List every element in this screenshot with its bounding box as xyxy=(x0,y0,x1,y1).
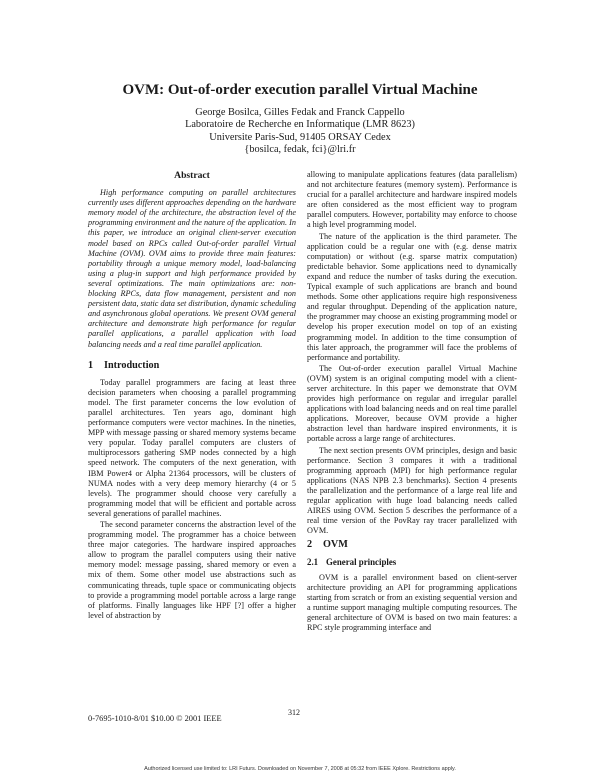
paper-title: OVM: Out-of-order execution parallel Virtual Machine xyxy=(122,82,478,98)
section-number: 2 xyxy=(307,539,313,551)
address: Universite Paris-Sud, 91405 ORSAY Cedex xyxy=(209,131,391,143)
section-heading-introduction xyxy=(88,361,296,371)
authorized-use-notice: Authorized licensed use limited to: LRI Futurs. Downloaded on November 7, 2008 at 05:32 from IEEE Xplore. Restrictions apply. xyxy=(144,766,456,772)
paragraph: allowing to manipulate applications features (data parallelism) and not architecture features (memory system). Performance is crucial for a parallel architecture and hardware inspired models are often considered as the most efficient way to program parallel computers. However, portability may enforce to choose a high level programming model. xyxy=(307,170,517,230)
subsection-title: General principles xyxy=(326,557,397,568)
emails: {bosilca, fedak, fci}@lri.fr xyxy=(244,144,356,156)
left-column xyxy=(88,170,296,622)
author-names: George Bosilca, Gilles Fedak and Franck Cappello xyxy=(195,107,405,118)
paragraph: OVM is a parallel environment based on client-server architecture providing an API for programming applications starting from scratch or from an existing sequential version and a runtime support managing multiple computing resources. The general architecture of OVM is based on two main features: a RPC style programming interface and xyxy=(307,572,517,633)
abstract-heading: Abstract xyxy=(174,170,210,181)
author-block xyxy=(0,107,600,157)
paragraph: The next section presents OVM principles, design and basic performance. Section 3 compares it with a traditional programming approach (MPI) for high performance regular applications (NAS NPB 2.3 benchmarks). Section 4 presents the parallelization and the performance of a large real life and regular application with huge load balancing needs called AIRES using OVM. Section 5 describes the performance of a real time version of the PovRay ray tracer parallelized with OVM. xyxy=(307,445,517,536)
subsection-number: 2.1 xyxy=(307,557,319,568)
paragraph: The Out-of-order execution parallel Virtual Machine (OVM) system is an original computing model with a client-server architecture. In this paper we demonstrate that OVM provides high performance on regular and irregular parallel applications with load balancing needs and on real time parallel applications. Moreover, because OVM provide a higher abstraction level than hardware inspired environments, it is portable across a large range of architectures. xyxy=(307,363,517,444)
subsection-heading xyxy=(307,557,517,567)
paragraph: The second parameter concerns the abstraction level of the programming model. The programmer has a choice between three major categories. The hardware inspired approaches allow to program the parallel computers using their native memory model: message passing, shared memory or even a mix of them. Some other model use abstractions such as communicating threads, tuple space or communicating objects to provide a programming model portable across a large range of platforms. Finally languages like HPF [?] offer a higher level of abstraction by xyxy=(88,520,296,620)
abstract-text: High performance computing on parallel architectures currently uses different approaches depending on the hardware memory model of the architecture, the abstraction level of the programming environment and the nature of the application. In this paper, we introduce an original client-server execution model based on RPCs called Out-of-order parallel Virtual Machine (OVM). OVM aims to provide three main features: portability through a unique memory model, load-balancing using a plug-in support and high performance provided by several optimizations. The main optimizations are: non-blocking RPCs, data flow management, persistent and non persistent data, static data set distribution, dynamic scheduling and asynchronous global operations. We present OVM general architecture and demonstrate high performance for regular parallel applications, a parallel application with load balancing needs and a real time parallel application. xyxy=(88,188,296,349)
section-number: 1 xyxy=(88,359,94,371)
page-footer xyxy=(88,708,518,723)
paragraph: Today parallel programmers are facing at least three decision parameters when choosing a parallel programming model. The first parameter concerns the low evolution of parallel architectures. Ten years ago, dominant high performance computers were vector machines. In the nineties, MPP with message passing or shared memory systems became very popular. Today parallel computers are clusters of multiprocessors gathering SMP nodes connected by a high speed network. The computers of the next generation, with IBM Power4 or Alpha 21364 processors, will be clusters of NUMA nodes with a very deep memory hierarchy (4 or 5 levels). The programmer should choose very carefully a programming model that will be efficient and portable across several generations of parallel machines. xyxy=(88,377,296,518)
section-title: OVM xyxy=(323,539,348,551)
paragraph: The nature of the application is the third parameter. The application could be a regular one with (e.g. dense matrix computation) or without (e.g. sparse matrix computation) predictable behavior. Some applications need to dynamically expand and reduce the number of tasks during the execution. Typical example of such applications are branch and bound methods. Some other applications require high responsiveness and regular throughput. Depending of the application nature, the programmer may choose an existing programming model or develop his proper execution model on top of an existing programming model. In addition to the time consumption of this later approach, the programmer will face the problems of performance and portability. xyxy=(307,231,517,362)
section-heading-ovm xyxy=(307,540,517,550)
affiliation: Laboratoire de Recherche en Informatique (LMR 8623) xyxy=(185,119,415,131)
copyright-line: 0-7695-1010-8/01 $10.00 © 2001 IEEE xyxy=(88,714,222,723)
section-title: Introduction xyxy=(104,359,160,371)
right-column xyxy=(307,170,517,634)
page-number: 312 xyxy=(288,708,300,717)
